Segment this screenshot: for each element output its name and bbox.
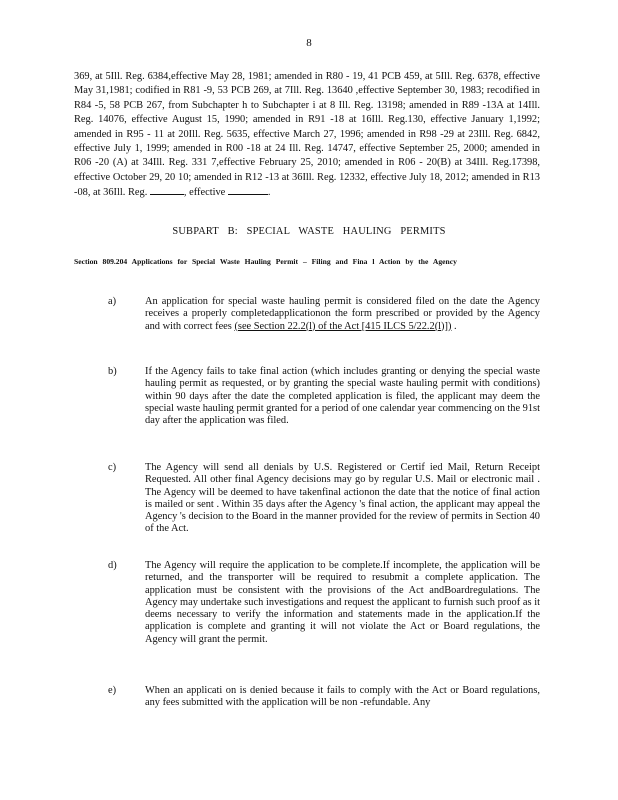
subsection-letter: a) (108, 296, 117, 307)
subsection-e (108, 685, 540, 710)
history-text: 369, at 5Ill. Reg. 6384,effective May 28, 1981; amended in R80 - 19, 41 PCB 459, at 5Ill. Reg. 6378, effective May 31,1981; codified in R81 -9, 53 PCB 269, at 7Ill. Reg. 13640 ,effective September 30, 1983; recodified in R84 -5, 58 PCB 267, from Subchapter h to Subchapter i at 8 Ill. Reg. 13198; amended in R89 -13A at 14Ill. Reg. 14076, effective August 15, 1990; amended in R91 -18 at 16Ill. Reg.130, effective January 1,1992; amended in R95 - 11 at 20Ill. Reg. 5635, effective March 27, 1996; amended in R98 -29 at 23Ill. Reg. 6842, effective July 1, 1999; amended in R00 -18 at 24 Ill. Reg. 14747, effective September 25, 2000; amended in R06 -20 (A) at 34Ill. Reg. 331 7,effective February 25, 2010; amended in R06 - 20(B) at 34Ill. Reg.17398, effective October 29, 20 10; amended in R12 -13 at 36Ill. Reg. 12332, effective July 18, 2012; amended in R13 -08, at 36Ill. Reg. (74, 71, 540, 199)
page-number: 8 (306, 37, 312, 49)
subsection-end: . (451, 320, 457, 332)
history-paragraph: 369, at 5Ill. Reg. 6384,effective May 28, 1981; amended in R80 - 19, 41 PCB 459, at 5Ill. Reg. 6378, effective May 31,1981; codified in R81 -9, 53 PCB 269, at 7Ill. Reg. 13640 ,effective September 30, 1983; recodified in R84 -5, 58 PCB 267, from Subchapter h to Subchapter i at 8 Ill. Reg. 13198; amended in R89 -13A at 14Ill. Reg. 14076, effective August 15, 1990; amended in R91 -18 at 16Ill. Reg.130, effective January 1,1992; amended in R95 - 11 at 20Ill. Reg. 5635, effective March 27, 1996; amended in R98 -29 at 23Ill. Reg. 6842, effective July 1, 1999; amended in R00 -18 at 24 Ill. Reg. 14747, effective September 25, 2000; amended in R06 -20 (A) at 34Ill. Reg. 331 7,effective February 25, 2010; amended in R06 - 20(B) at 34Ill. Reg.17398, effective October 29, 20 10; amended in R12 -13 at 36Ill. Reg. 12332, effective July 18, 2012; amended in R13 -08, at 36Ill. Reg. , effective . (74, 71, 540, 199)
subsection-c (108, 462, 540, 536)
history-end: . (267, 187, 271, 199)
subsection-letter: d) (108, 560, 117, 571)
subsection-letter: e) (108, 685, 117, 696)
blank-line-page (150, 185, 184, 195)
subsection-b (108, 366, 540, 427)
subsection-d (108, 560, 540, 646)
subsection-text: If the Agency fails to take final action (which includes granting or denying the special waste hauling permit as requested, or by granting the special waste hauling permit with conditions) within 90 days after the date the completed application is filed, the applicant may deem the special waste hauling permit granted for a period of one calendar year commencing on the 91st day after the application was filed. (145, 366, 540, 427)
blank-line-date (228, 185, 268, 195)
subsection-text: The Agency will send all denials by U.S. Registered or Certif ied Mail, Return Receipt Requested. All other final Agency decisions may go by regular U.S. Mail or electronic mail . The Agency will be deemed to have takenfinal actionon the date that the notice of final action is mailed or sent . Within 35 days after the Agency 's final action, the applicant may appeal the Agency 's decision to the Board in the manner provided for the review of permits in Section 40 of the Act. (145, 462, 540, 535)
subsection-a (108, 296, 540, 333)
subsection-text: The Agency will require the application to be complete.If incomplete, the application will be returned, and the transporter will be required to resubmit a complete application. The application must be consistent with the provisions of the Act andBoardregulations. The Agency may undertake such investigations and request the applicant to furnish such proof as it deems necessary to verify the information and statements made in the application.If the application is complete and granting it will not violate the Act or Board regulations, the Agency will grant the permit. (145, 560, 540, 645)
subsection-letter: b) (108, 366, 117, 377)
section-heading: Section 809.204 Applications for Special Waste Hauling Permit – Filing and Fina l Action by the Agency (74, 257, 457, 266)
act-citation: (see Section 22.2(l) of the Act [415 ILCS 5/22.2(l)]) (234, 320, 452, 332)
subpart-title: SUBPART B: SPECIAL WASTE HAULING PERMITS (172, 226, 446, 237)
subsection-text: When an applicati on is denied because it fails to comply with the Act or Board regulations, any fees submitted with the application will be non -refundable. Any (145, 685, 540, 709)
subsection-letter: c) (108, 462, 117, 473)
history-effective-label: effective (189, 187, 226, 199)
subsection-body (145, 296, 540, 333)
subsection-text: An application for special waste hauling permit is considered filed on the date the Agency receives a properly completedapplicationon the form prescribed or provided by the Agency and with correct fees (145, 296, 540, 332)
